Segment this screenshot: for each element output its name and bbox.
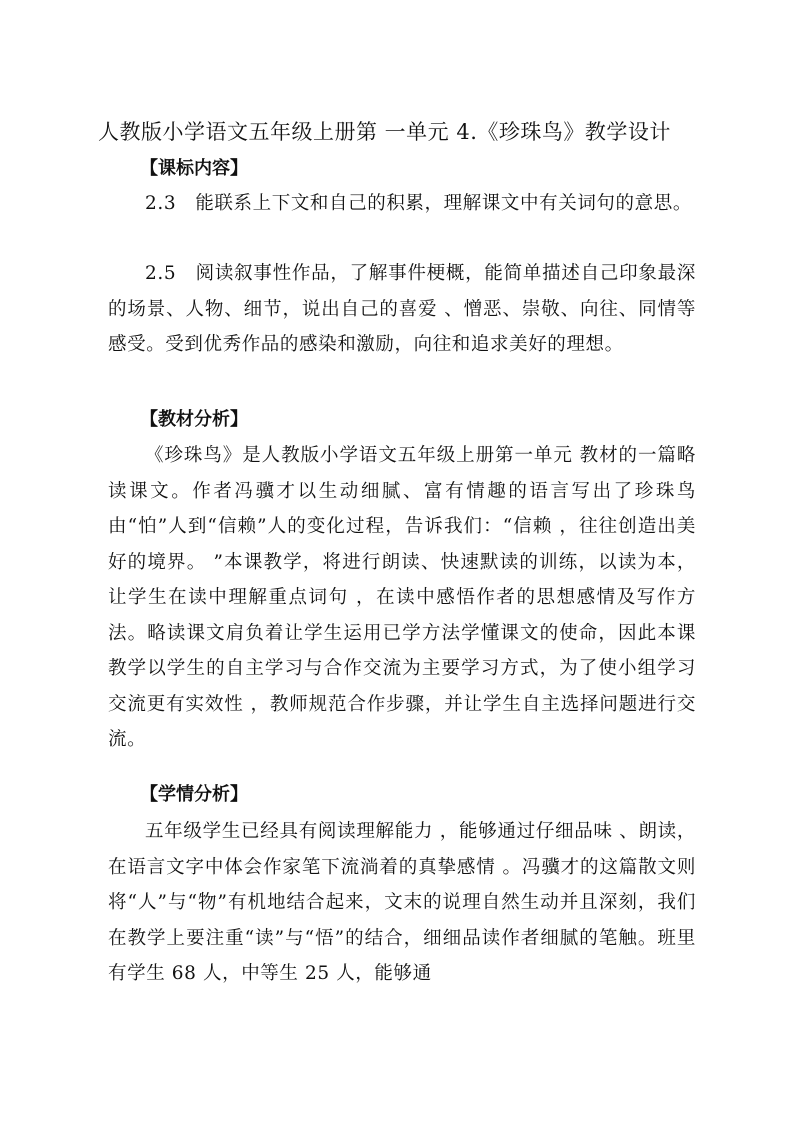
document-title: 人教版小学语文五年级上册第 一单元 4.《珍珠鸟》教学设计: [98, 120, 671, 144]
section-heading-curriculum: 【课标内容】: [140, 158, 248, 179]
section-heading-student-analysis: 【学情分析】: [140, 784, 248, 805]
paragraph-curriculum-2-3: 2.3 能联系上下文和自己的积累，理解课文中有关词句的意思。: [145, 193, 692, 214]
paragraph-curriculum-2-5: 2.5 阅读叙事性作品，了解事件梗概，能简单描述自己印象最深的场景、人物、细节，说出自己的喜爱 、憎恶、崇敬、向往、同情等感受。受到优秀作品的感染和激励，向往和追求美好的理想。: [108, 263, 696, 355]
paragraph-textbook-analysis: 《珍珠鸟》是人教版小学语文五年级上册第一单元 教材的一篇略读课文。作者冯骥才以生动细腻、富有情趣的语言写出了珍珠鸟由“怕”人到“信赖”人的变化过程，告诉我们：“信赖 ，往往创造出美好的境界。 ”本课教学，将进行朗读、快速默读的训练，以读为本，让学生在读中理解重点词句 ，在读中感悟作者的思想感情及写作方法。略读课文肩负着让学生运用已学方法学懂课文的使命，因此本课教学以学生的自主学习与合作交流为主要学习方式，为了使小组学习交流更有实效性 ，教师规范合作步骤，并让学生自主选择问题进行交流。: [108, 445, 696, 750]
paragraph-student-analysis: 五年级学生已经具有阅读理解能力 ，能够通过仔细品味 、朗读，在语言文字中体会作家笔下流淌着的真挚感情 。冯骥才的这篇散文则将“人”与“物”有机地结合起来，文末的说理自然生动并且深刻，我们在教学上要注重“读”与“悟”的结合，细细品读作者细腻的笔触。班里有学生 68 人，中等生 25 人，能够通: [108, 821, 696, 984]
section-heading-textbook-analysis: 【教材分析】: [140, 409, 248, 430]
